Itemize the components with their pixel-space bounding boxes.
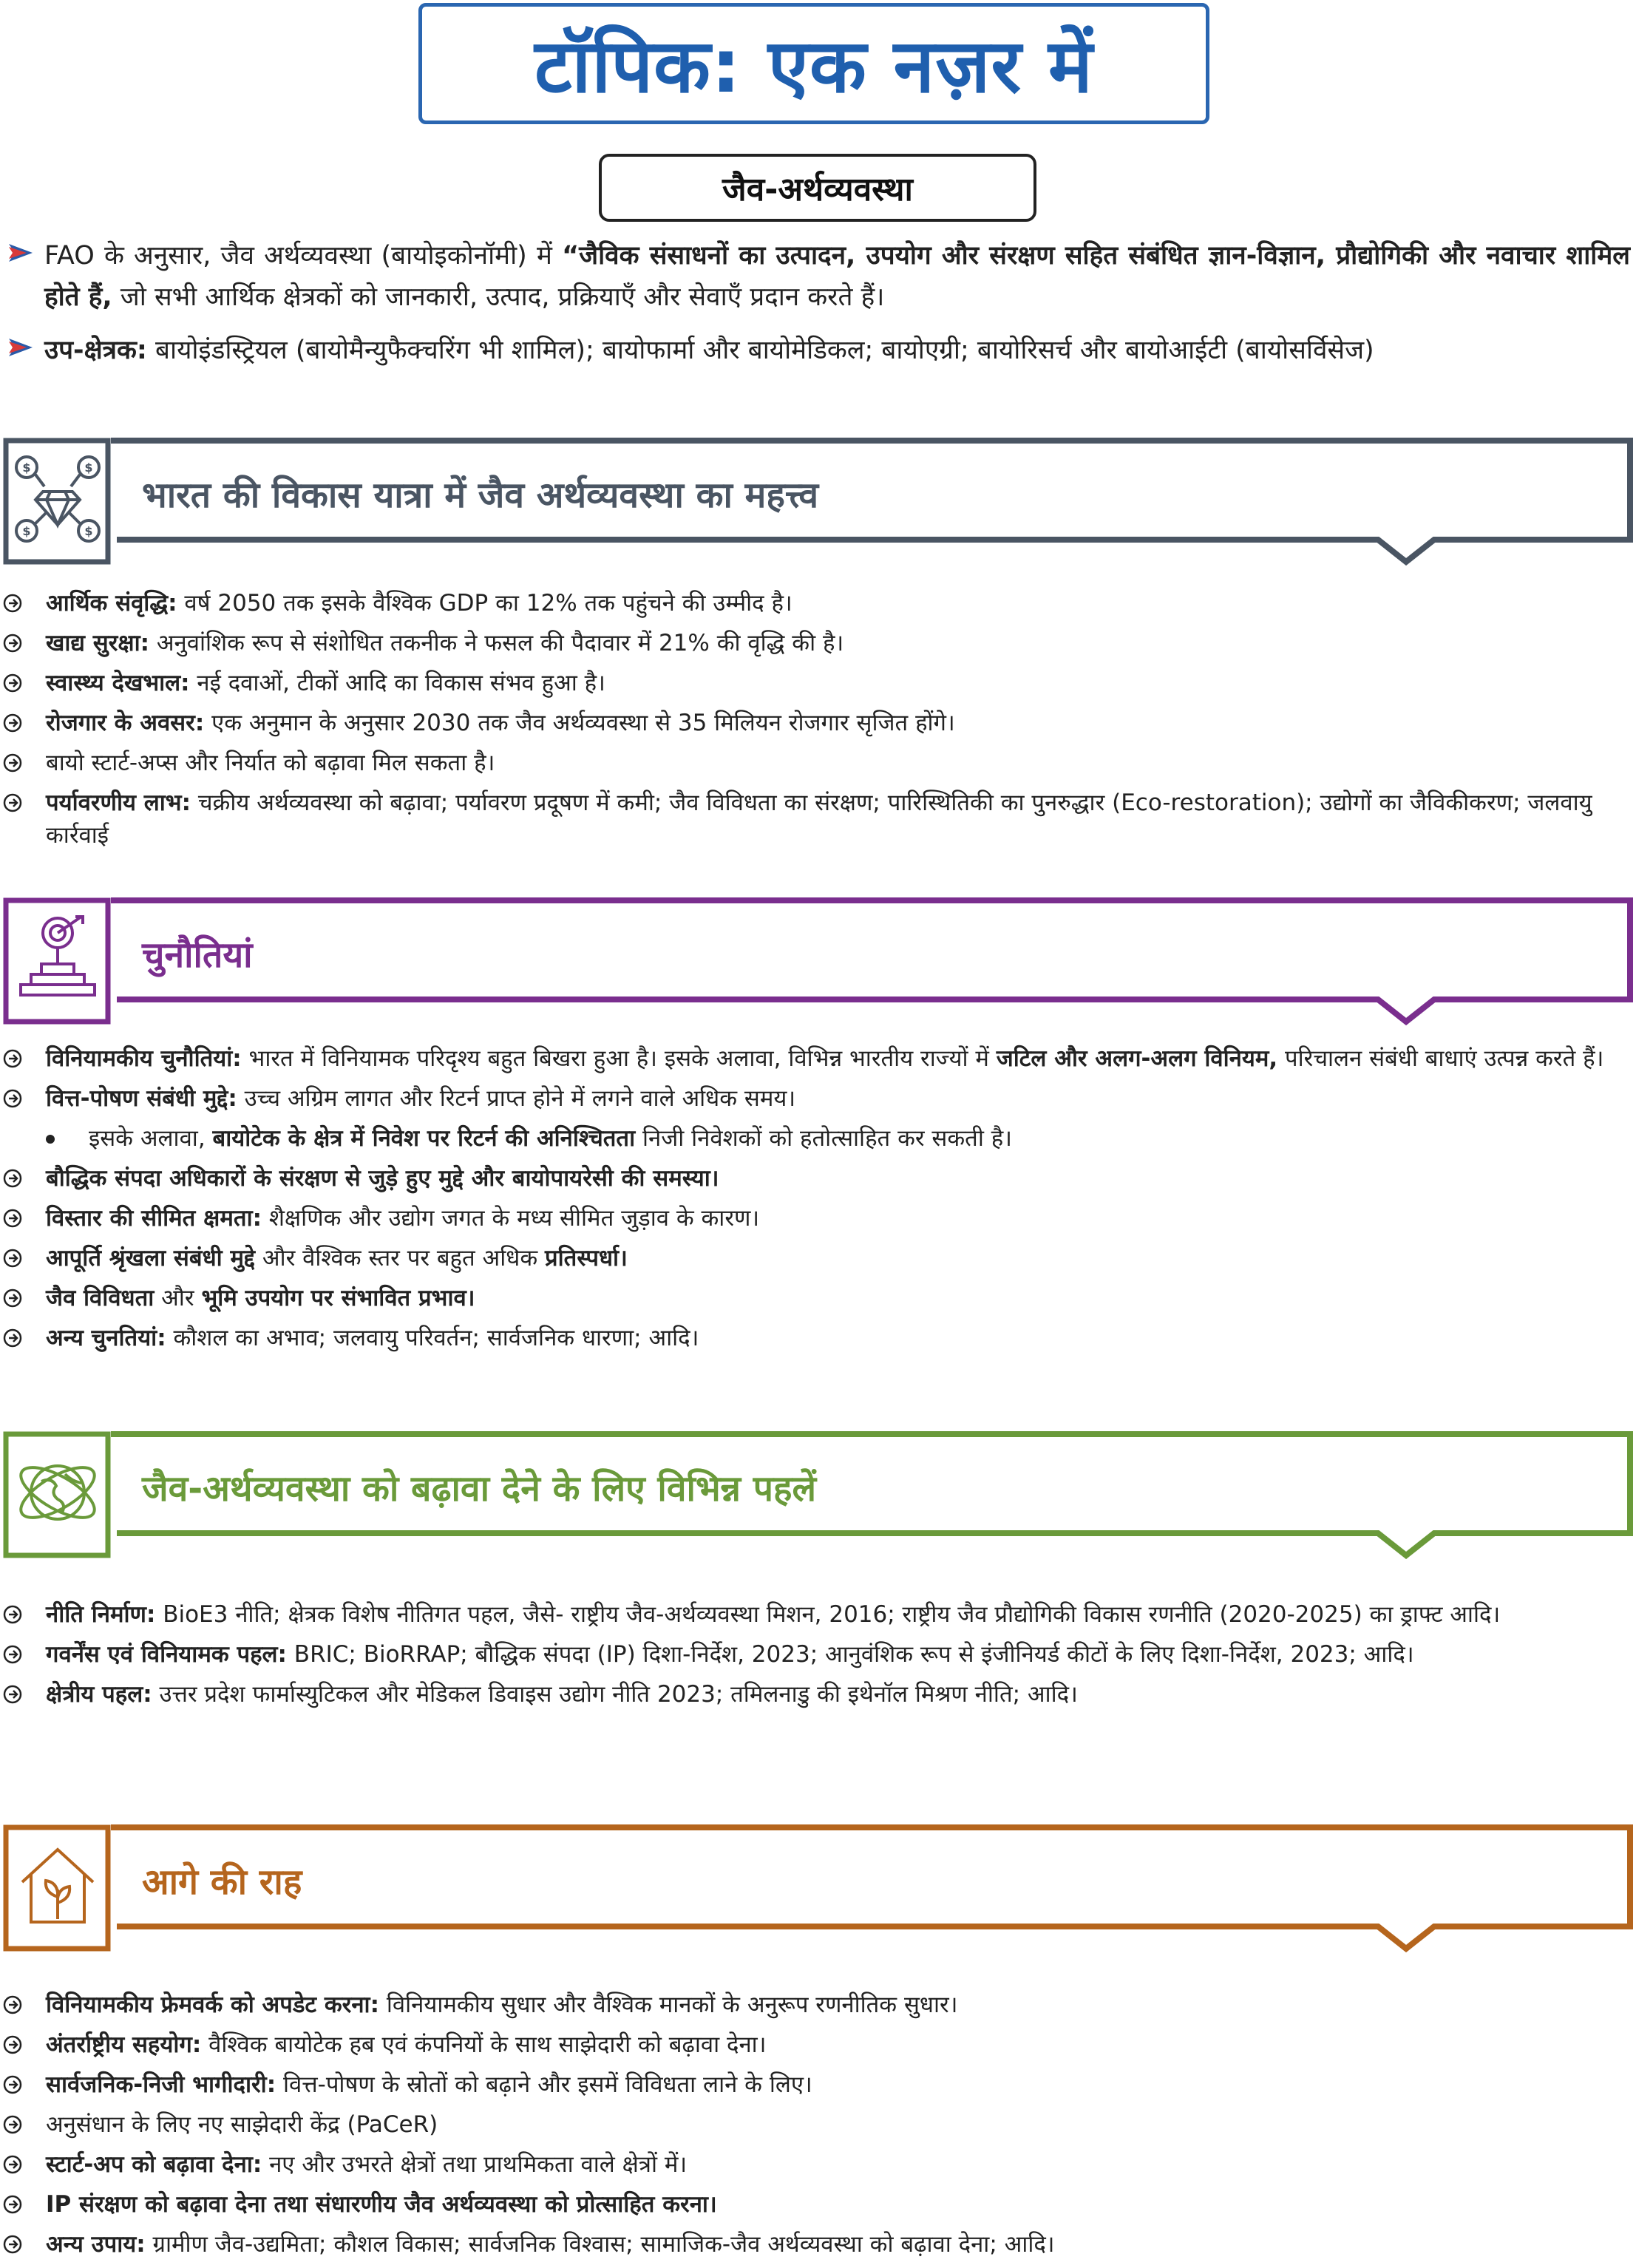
importance-list <box>0 587 1636 859</box>
dot-bullet-icon <box>46 1135 55 1144</box>
intro-rest: बायोइंडस्ट्रियल (बायोमैन्युफैक्चरिंग भी शामिल); बायोफार्मा और बायोमेडिकल; बायोएग्री; बायोरिसर्च और बायोआईटी (बायोसर्विसेज) <box>146 336 1374 365</box>
list-item: आपूर्ति श्रृंखला संबंधी मुद्दे और वैश्विक स्तर पर बहुत अधिक प्रतिस्पर्धा। <box>0 1242 1636 1274</box>
circle-arrow-bullet-icon <box>3 2195 22 2214</box>
list-item: स्टार्ट-अप को बढ़ावा देना: नए और उभरते क्षेत्रों तथा प्राथमिकता वाले क्षेत्रों में। <box>0 2148 1636 2181</box>
circle-arrow-bullet-icon <box>3 1995 22 2014</box>
svg-text:$: $ <box>22 524 31 538</box>
intro-item-1 <box>7 235 1630 318</box>
page-subtitle: जैव-अर्थव्यवस्था <box>599 154 1036 222</box>
initiatives-list <box>0 1598 1636 1718</box>
section-challenges <box>0 894 1636 1042</box>
target-stairs-icon <box>13 911 102 1007</box>
circle-arrow-bullet-icon <box>3 1289 22 1308</box>
list-item: गवर्नेंस एवं विनियामक पहल: BRIC; BioRRAP; बौद्धिक संपदा (IP) दिशा-निर्देश, 2023; आनुवंशिक रूप से इंजीनियर्ड कीटों के लिए दिशा-निर्देश, 2023; आदि। <box>0 1638 1636 1671</box>
circle-arrow-bullet-icon <box>3 1049 22 1068</box>
list-item: क्षेत्रीय पहल: उत्तर प्रदेश फार्मास्युटिकल और मेडिकल डिवाइस उद्योग नीति 2023; तमिलनाडु की इथेनॉल मिश्रण नीति; आदि। <box>0 1678 1636 1711</box>
list-item: अन्य चुनतियां: कौशल का अभाव; जलवायु परिवर्तन; सार्वजनिक धारणा; आदि। <box>0 1322 1636 1354</box>
circle-arrow-bullet-icon <box>3 793 22 812</box>
circle-arrow-bullet-icon <box>3 1328 22 1348</box>
circle-arrow-bullet-icon <box>3 2235 22 2254</box>
circle-arrow-bullet-icon <box>3 2155 22 2174</box>
list-item: नीति निर्माण: BioE3 नीति; क्षेत्रक विशेष नीतिगत पहल, जैसे- राष्ट्रीय जैव-अर्थव्यवस्था मिशन, 2016; राष्ट्रीय जैव प्रौद्योगिकी विकास रणनीति (2020-2025) का ड्राफ्ट आदि। <box>0 1598 1636 1631</box>
list-item: विस्तार की सीमित क्षमता: शैक्षणिक और उद्योग जगत के मध्य सीमित जुड़ाव के कारण। <box>0 1202 1636 1235</box>
challenges-list <box>0 1042 1636 1362</box>
svg-text:$: $ <box>84 524 93 538</box>
list-item: विनियामकीय फ्रेमवर्क को अपडेट करना: विनियामकीय सुधार और वैश्विक मानकों के अनुरूप रणनीतिक सुधार। <box>0 1989 1636 2021</box>
list-item: जैव विविधता और भूमि उपयोग पर संभावित प्रभाव। <box>0 1282 1636 1314</box>
section-title: चुनौतियां <box>142 934 253 976</box>
circle-arrow-bullet-icon <box>3 1209 22 1228</box>
list-item: सार्वजनिक-निजी भागीदारी: वित्त-पोषण के स्रोतों को बढ़ाने और इसमें विविधता लाने के लिए। <box>0 2068 1636 2101</box>
circle-arrow-bullet-icon <box>3 1685 22 1704</box>
intro-rest: जो सभी आर्थिक क्षेत्रकों को जानकारी, उत्पाद, प्रक्रियाएँ और सेवाएँ प्रदान करते हैं। <box>112 282 885 312</box>
section-title: आगे की राह <box>142 1861 302 1903</box>
svg-text:$: $ <box>22 461 31 475</box>
section-way-forward <box>0 1821 1636 1969</box>
list-item: अंतर्राष्ट्रीय सहयोग: वैश्विक बायोटेक हब एवं कंपनियों के साथ साझेदारी को बढ़ावा देना। <box>0 2028 1636 2061</box>
section-title: भारत की विकास यात्रा में जैव अर्थव्यवस्था का महत्त्व <box>142 475 819 516</box>
circle-arrow-bullet-icon <box>3 713 22 733</box>
circle-arrow-bullet-icon <box>3 1645 22 1664</box>
globe-orbit-icon <box>13 1444 102 1541</box>
intro-prefix: FAO के अनुसार, जैव अर्थव्यवस्था (बायोइकोनॉमी) में <box>44 241 563 271</box>
circle-arrow-bullet-icon <box>3 1249 22 1268</box>
circle-arrow-bullet-icon <box>3 753 22 773</box>
list-item: वित्त-पोषण संबंधी मुद्दे: उच्च अग्रिम लागत और रिटर्न प्राप्त होने में लगने वाले अधिक समय। <box>0 1082 1636 1115</box>
circle-arrow-bullet-icon <box>3 1089 22 1108</box>
intro-item-2 <box>7 330 1630 371</box>
circle-arrow-bullet-icon <box>3 634 22 653</box>
circle-arrow-bullet-icon <box>3 2115 22 2134</box>
house-growth-icon <box>13 1838 102 1934</box>
list-item: बौद्धिक संपदा अधिकारों के संरक्षण से जुड़े हुए मुद्दे और बायोपायरेसी की समस्या। <box>0 1162 1636 1195</box>
circle-arrow-bullet-icon <box>3 2035 22 2054</box>
section-importance <box>0 435 1636 583</box>
list-item: रोजगार के अवसर: एक अनुमान के अनुसार 2030 तक जैव अर्थव्यवस्था से 35 मिलियन रोजगार सृजित होंगे। <box>0 707 1636 739</box>
arrow-bullet-icon <box>7 240 34 266</box>
list-item: अनुसंधान के लिए नए साझेदारी केंद्र (PaCeR) <box>0 2108 1636 2141</box>
list-item: स्वास्थ्य देखभाल: नई दवाओं, टीकों आदि का विकास संभव हुआ है। <box>0 667 1636 699</box>
section-initiatives <box>0 1428 1636 1576</box>
list-item: अन्य उपाय: ग्रामीण जैव-उद्यमिता; कौशल विकास; सार्वजनिक विश्वास; सामाजिक-जैव अर्थव्यवस्था को बढ़ावा देना; आदि। <box>0 2228 1636 2261</box>
intro-bold: “जैविक संसाधनों का उत्पादन, उपयोग और संरक्षण सहित संबंधित ज्ञान-विज्ञान, प्रौद्योगिकी और नवाचार शामिल होते हैं, <box>44 241 1630 312</box>
list-item: IP संरक्षण को बढ़ावा देना तथा संधारणीय जैव अर्थव्यवस्था को प्रोत्साहित करना। <box>0 2188 1636 2221</box>
arrow-bullet-icon <box>7 334 34 361</box>
circle-arrow-bullet-icon <box>3 594 22 613</box>
list-item: बायो स्टार्ट-अप्स और निर्यात को बढ़ावा मिल सकता है। <box>0 747 1636 779</box>
list-item: विनियामकीय चुनौतियां: भारत में विनियामक परिदृश्य बहुत बिखरा हुआ है। इसके अलावा, विभिन्न भारतीय राज्यों में जटिल और अलग-अलग विनियम, परिचालन संबंधी बाधाएं उत्पन्न करते हैं। <box>0 1042 1636 1075</box>
intro-bold: उप-क्षेत्रक: <box>44 336 147 365</box>
circle-arrow-bullet-icon <box>3 1605 22 1624</box>
section-title: जैव-अर्थव्यवस्था को बढ़ावा देने के लिए विभिन्न पहलें <box>142 1468 817 1510</box>
circle-arrow-bullet-icon <box>3 1169 22 1188</box>
circle-arrow-bullet-icon <box>3 2075 22 2094</box>
circle-arrow-bullet-icon <box>3 673 22 693</box>
way-forward-list <box>0 1989 1636 2268</box>
list-subitem: इसके अलावा, बायोटेक के क्षेत्र में निवेश पर रिटर्न की अनिश्चितता निजी निवेशकों को हतोत्साहित कर सकती है। <box>0 1122 1636 1155</box>
diamond-money-icon <box>13 451 102 547</box>
list-item: आर्थिक संवृद्धि: वर्ष 2050 तक इसके वैश्विक GDP का 12% तक पहुंचने की उम्मीद है। <box>0 587 1636 619</box>
page-title: टॉपिक: एक नज़र में <box>418 3 1209 124</box>
list-item: खाद्य सुरक्षा: अनुवांशिक रूप से संशोधित तकनीक ने फसल की पैदावार में 21% की वृद्धि की है। <box>0 627 1636 659</box>
svg-text:$: $ <box>84 461 93 475</box>
list-item: पर्यावरणीय लाभ: चक्रीय अर्थव्यवस्था को बढ़ावा; पर्यावरण प्रदूषण में कमी; जैव विविधता का संरक्षण; पारिस्थितिकी का पुनरुद्धार (Eco-restoration); उद्योगों का जैविकीकरण; जलवायु कार्रवाई <box>0 787 1636 852</box>
